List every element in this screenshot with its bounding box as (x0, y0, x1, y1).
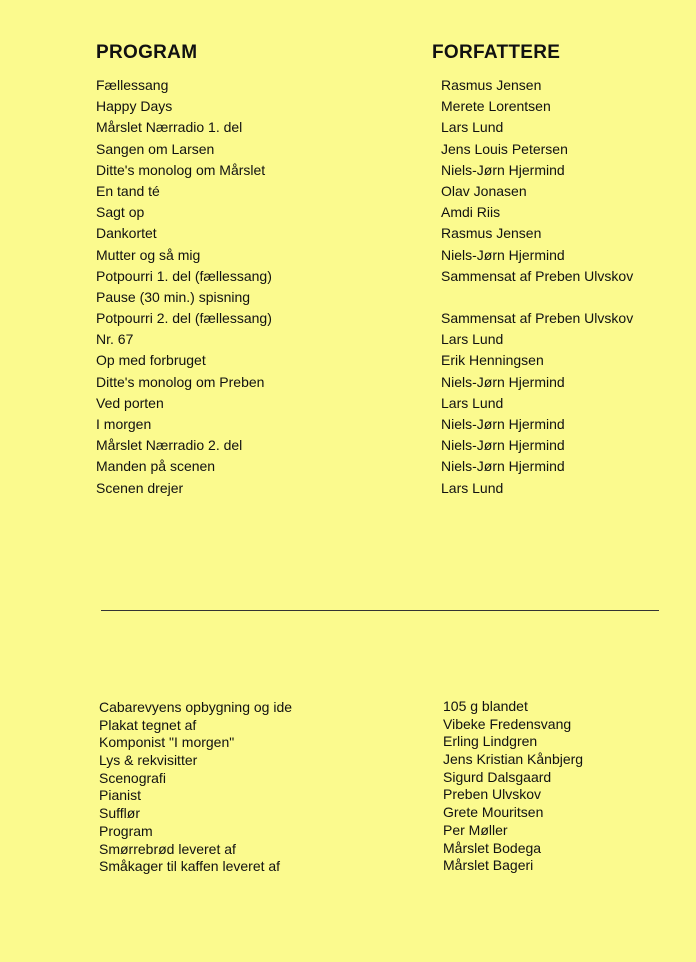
author-item: Niels-Jørn Hjermind (441, 373, 565, 390)
credit-role: Program (99, 822, 153, 839)
divider-line (101, 610, 659, 611)
author-item: Niels-Jørn Hjermind (441, 437, 565, 454)
program-heading: PROGRAM (96, 42, 198, 63)
program-item: Op med forbruget (96, 352, 206, 369)
author-item: Lars Lund (441, 119, 504, 136)
credit-name: Per Møller (443, 821, 508, 838)
credits-names-list (443, 698, 583, 875)
authors-heading: FORFATTERE (432, 42, 561, 63)
program-item: Fællessang (96, 77, 169, 93)
program-item: Ditte's monolog om Mårslet (96, 161, 266, 178)
author-item: Niels-Jørn Hjermind (441, 458, 565, 475)
author-item: Sammensat af Preben Ulvskov (441, 310, 634, 327)
author-item: Sammensat af Preben Ulvskov (441, 267, 634, 284)
author-item: Rasmus Jensen (441, 225, 542, 242)
credit-name: 105 g blandet (443, 698, 528, 714)
program-item: Potpourri 2. del (fællessang) (96, 310, 272, 327)
author-item: Niels-Jørn Hjermind (441, 416, 565, 432)
program-item: Potpourri 1. del (fællessang) (96, 267, 272, 284)
program-item: Happy Days (96, 98, 173, 115)
author-item: Lars Lund (441, 331, 504, 348)
credit-role: Komponist "I morgen" (99, 734, 235, 751)
credits-roles-list (99, 699, 292, 876)
author-item: Erik Henningsen (441, 352, 544, 369)
author-item: Lars Lund (441, 394, 504, 411)
program-item: En tand té (96, 182, 160, 199)
credit-role: Småkager til kaffen leveret af (99, 858, 281, 875)
program-item: Mårslet Nærradio 2. del (96, 437, 243, 454)
credit-role: Lys & rekvisitter (99, 752, 198, 769)
credit-name: Grete Mouritsen (443, 804, 544, 821)
program-item: Nr. 67 (96, 331, 134, 348)
credit-role: Plakat tegnet af (99, 716, 197, 733)
author-item: Amdi Riis (441, 204, 501, 221)
author-item: Merete Lorentsen (441, 98, 551, 115)
credit-name: Erling Lindgren (443, 733, 538, 750)
credit-role: Pianist (99, 787, 142, 804)
credit-role: Smørrebrød leveret af (99, 840, 236, 857)
credit-role: Cabarevyens opbygning og ide (99, 699, 293, 715)
program-item: I morgen (96, 416, 152, 432)
credit-role: Scenografi (99, 769, 166, 786)
author-item: Niels-Jørn Hjermind (441, 161, 565, 178)
program-list (96, 75, 272, 499)
author-item: Rasmus Jensen (441, 77, 542, 93)
program-item: Dankortet (96, 225, 157, 242)
authors-list (441, 75, 633, 499)
credit-name: Sigurd Dalsgaard (443, 768, 552, 785)
author-item: Niels-Jørn Hjermind (441, 246, 565, 263)
program-item: Sangen om Larsen (96, 140, 215, 157)
credit-name: Mårslet Bodega (443, 839, 542, 856)
program-item: Ditte's monolog om Preben (96, 373, 265, 390)
author-item: Jens Louis Petersen (441, 140, 568, 157)
program-item: Pause (30 min.) spisning (96, 288, 251, 305)
credit-name: Vibeke Fredensvang (443, 715, 572, 732)
credit-name: Mårslet Bageri (443, 857, 534, 874)
credit-name: Preben Ulvskov (443, 786, 542, 803)
program-item: Sagt op (96, 204, 145, 221)
author-item: Lars Lund (441, 479, 504, 496)
program-item: Scenen drejer (96, 479, 184, 496)
program-item: Ved porten (96, 394, 164, 411)
author-item: Olav Jonasen (441, 182, 527, 199)
program-item: Mutter og så mig (96, 246, 201, 263)
credit-name: Jens Kristian Kånbjerg (443, 751, 584, 768)
program-item: Manden på scenen (96, 458, 216, 475)
program-item: Mårslet Nærradio 1. del (96, 119, 243, 136)
author-item (441, 287, 633, 308)
credit-role: Sufflør (99, 805, 140, 822)
